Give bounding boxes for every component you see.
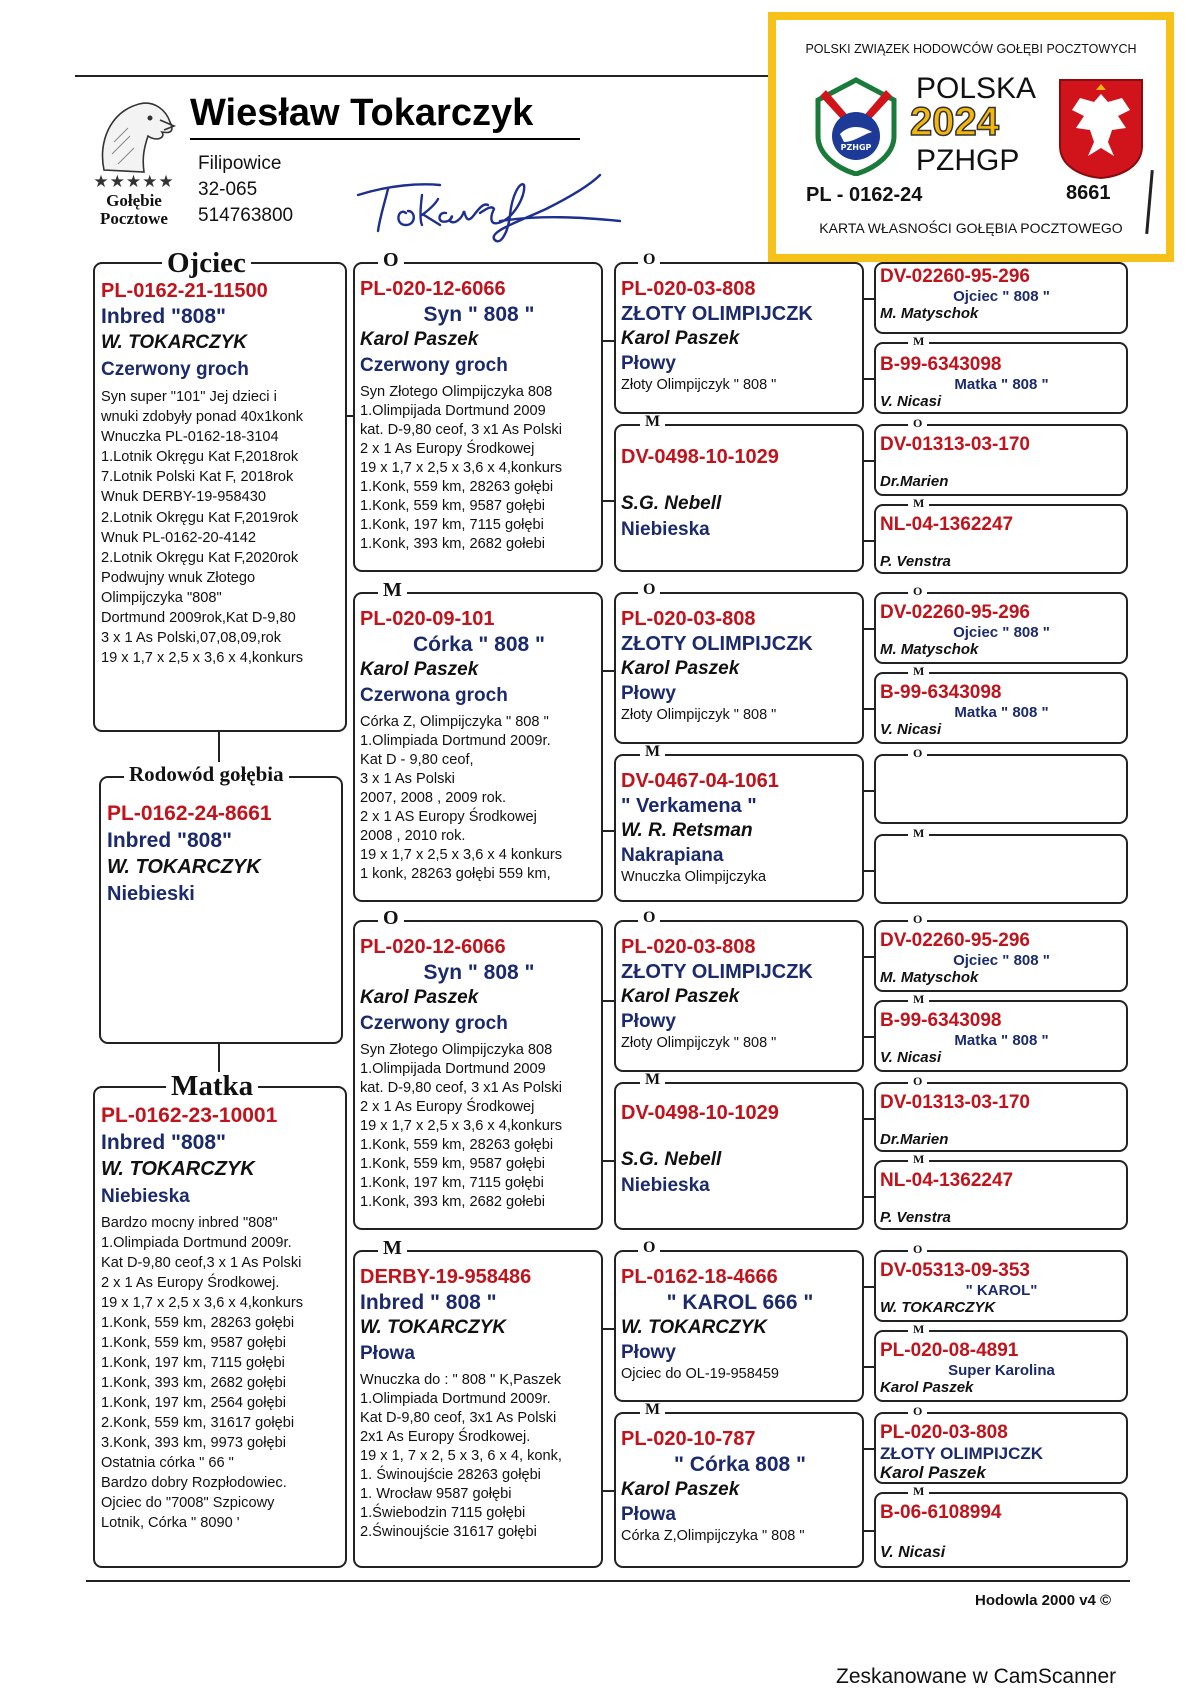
grandparent-owner: Karol Paszek [360, 987, 479, 1009]
grandparent-name: Inbred " 808 " [360, 1291, 497, 1314]
great-grandparent-card [614, 920, 864, 1072]
mother-notes: Bardzo mocny inbred "808" 1.Olimpiada Dortmund 2009r. Kat D-9,80 ceof,3 x 1 As Polski 2 x 1 As Europy Środkowej. 19 x 1,7 x 2,5 x 3,6 x 4,konkurs 1.Konk, 559 km, 28263 gołębi 1.Konk, 559 km, 9587 gołębi 1.Konk, 197 km, 7115 gołębi 1.Konk, 393 km, 2682 gołębi 1.Konk, 197 km, 2564 gołębi 2.Konk, 559 km, 31617 gołębi 3.Konk, 393 km, 9973 gołębi Ostatnia córka " 66 " Bardzo dobry Rozpłodowiec. Ojciec do "7008" Szpicowy Lotnik, Córka " 8090 ' [101, 1215, 303, 1531]
subject-ring: PL-0162-24-8661 [107, 802, 272, 825]
grandparent-color: Płowa [360, 1342, 415, 1364]
grandparent-card [353, 592, 603, 902]
ggp-color: Płowy [621, 1010, 676, 1032]
ggp-name: " Córka 808 " [674, 1453, 806, 1476]
ggg-card [874, 1160, 1128, 1230]
sex-label-m: M [908, 827, 929, 839]
ggp-owner: S.G. Nebell [621, 1149, 722, 1170]
grandparent-card [353, 920, 603, 1230]
ggg-name: ZŁOTY OLIMPIJCZK [880, 1443, 1044, 1463]
father-ring: PL-0162-21-11500 [101, 280, 268, 302]
sex-label-o: O [908, 747, 927, 759]
sex-label-o: O [378, 908, 404, 928]
ggg-owner: Karol Paszek [880, 1463, 986, 1483]
ggp-ring: PL-0162-18-4666 [621, 1266, 778, 1288]
logo-text-1: Gołębie [106, 191, 162, 210]
logo-text-2: Pocztowe [100, 209, 168, 228]
subject-owner: W. TOKARCZYK [107, 856, 261, 879]
connector [603, 830, 614, 832]
ggg-name [880, 1192, 1123, 1209]
svg-text:PZHGP: PZHGP [840, 143, 872, 152]
grandparent-color: Czerwona groch [360, 684, 508, 706]
ggg-card [874, 1492, 1128, 1568]
father-name: Inbred "808" [101, 305, 226, 328]
ggg-name: Ojciec " 808 " [953, 623, 1050, 641]
ggg-ring: B-99-6343098 [880, 354, 1002, 375]
sex-label-m: M [908, 665, 929, 677]
great-grandparent-card [614, 1412, 864, 1568]
sex-label-o: O [378, 250, 404, 270]
ggg-owner: M. Matyschok [880, 641, 979, 659]
ggp-ring: PL-020-03-808 [621, 608, 756, 630]
ggg-card [874, 920, 1128, 992]
breeder-postcode: 32-065 [198, 179, 258, 200]
great-grandparent-card [614, 1250, 864, 1402]
grandparent-owner: Karol Paszek [360, 329, 479, 351]
connector [603, 1328, 614, 1330]
mother-name: Inbred "808" [101, 1131, 226, 1155]
ggg-owner: V. Nicasi [880, 393, 942, 411]
ggg-owner: V. Nicasi [880, 1049, 942, 1067]
logo-stars: ★★★★★ [93, 172, 175, 191]
ggg-card [874, 424, 1128, 496]
grandparent-notes: Syn Złotego Olimpijczyka 808 1.Olimpijada Dortmund 2009 kat. D-9,80 ceof, 3 x1 As Polski 2 x 1 As Europy Środkowej 19 x 1,7 x 2,5 x 3,6 x 4,konkurs 1.Konk, 559 km, 28263 gołębi 1.Konk, 559 km, 9587 gołębi 1.Konk, 197 km, 7115 gołębi 1.Konk, 393 km, 2682 gołebi [360, 1041, 562, 1210]
sex-label-o: O [908, 913, 927, 925]
connector [864, 1366, 874, 1368]
top-rule [75, 75, 768, 77]
software-credit: Hodowla 2000 v4 © [975, 1592, 1112, 1609]
ggp-color: Płowa [621, 1503, 676, 1525]
connector [864, 790, 874, 792]
connector [603, 1490, 614, 1492]
eagle-head-icon [84, 92, 184, 182]
grandparent-notes: Syn Złotego Olimpijczyka 808 1.Olimpijada Dortmund 2009 kat. D-9,80 ceof, 3 x1 As Polski 2 x 1 As Europy Środkowej 19 x 1,7 x 2,5 x 3,6 x 4,konkurs 1.Konk, 559 km, 28263 gołębi 1.Konk, 559 km, 9587 gołębi 1.Konk, 197 km, 7115 gołębi 1.Konk, 393 km, 2682 gołebi [360, 383, 562, 552]
sex-label-m: M [908, 1153, 929, 1165]
sex-label-o: O [638, 910, 660, 926]
sex-label-m: M [640, 1402, 665, 1418]
ggp-color: Płowy [621, 1341, 676, 1363]
ggg-name: Matka " 808 " [954, 375, 1049, 393]
connector [603, 500, 614, 502]
mother-ring: PL-0162-23-10001 [101, 1104, 278, 1127]
ggg-name: " KAROL" [965, 1281, 1038, 1299]
grandparent-owner: Karol Paszek [360, 659, 479, 681]
sex-label-o: O [638, 582, 660, 598]
connector [864, 1448, 874, 1450]
ggp-owner: S.G. Nebell [621, 493, 722, 514]
ownership-card [768, 12, 1174, 262]
breeder-name: Wiesław Tokarczyk [190, 92, 534, 134]
org-name: POLSKI ZWIĄZEK HODOWCÓW GOŁĘBI POCZTOWYCH [805, 42, 1137, 56]
ggg-owner: W. TOKARCZYK [880, 1299, 996, 1317]
sex-label-m: M [908, 993, 929, 1005]
sex-label-m: M [908, 497, 929, 509]
grandparent-card [353, 262, 603, 572]
ggg-owner: V. Nicasi [880, 721, 942, 739]
card-country: POLSKA [916, 72, 1037, 105]
signature [350, 155, 630, 245]
grandparent-color: Czerwony groch [360, 1012, 508, 1034]
ggg-owner: M. Matyschok [880, 969, 979, 987]
ggg-card [874, 1250, 1128, 1322]
connector [347, 415, 353, 417]
ggg-card [874, 1000, 1128, 1072]
mother-color: Niebieska [101, 1186, 190, 1208]
ggp-name: ZŁOTY OLIMPIJCZK [621, 303, 813, 325]
father-label: Ojciec [162, 249, 251, 278]
ggg-owner: P. Venstra [880, 552, 951, 570]
great-grandparent-card [614, 754, 864, 902]
ggp-color: Niebieska [621, 1174, 710, 1196]
great-grandparent-card [614, 592, 864, 744]
connector [864, 1036, 874, 1038]
ggg-card [874, 834, 1128, 904]
connector [864, 870, 874, 872]
card-ring: PL - 0162-24 [806, 184, 923, 206]
sex-label-m: M [640, 414, 665, 430]
mother-owner: W. TOKARCZYK [101, 1158, 255, 1181]
grandparent-name: Syn " 808 " [423, 303, 535, 326]
ggg-owner: Dr.Marien [880, 1130, 949, 1148]
sex-label-m: M [378, 580, 407, 600]
grandparent-name: Córka " 808 " [413, 633, 545, 656]
sex-label-o: O [908, 1243, 927, 1255]
ggg-ring: DV-05313-09-353 [880, 1260, 1030, 1281]
card-title: KARTA WŁASNOŚCI GOŁĘBIA POCZTOWEGO [819, 220, 1123, 236]
breeder-phone: 514763800 [198, 205, 294, 226]
connector [864, 378, 874, 380]
ggg-ring: DV-01313-03-170 [880, 1092, 1030, 1113]
ggg-ring: NL-04-1362247 [880, 514, 1014, 535]
ggp-owner: W. R. Retsman [621, 820, 753, 841]
ggp-name: ZŁOTY OLIMPIJCZK [621, 961, 813, 983]
grandparent-notes: Wnuczka do : " 808 " K,Paszek 1.Olimpiada Dortmund 2009r. Kat D-9,80 ceof, 3x1 As Polski 2x1 As Europy Środkowej. 19 x 1, 7 x 2, 5 x 3, 6 x 4, konk, 1. Świnoujście 28263 gołębi 1. Wrocław 9587 gołębi 1.Świebodzin 7115 gołębi 2.Świnoujście 31617 gołębi [360, 1371, 562, 1540]
ggg-ring: DV-02260-95-296 [880, 930, 1030, 951]
ggg-name [880, 1524, 1123, 1544]
grandparent-notes: Córka Z, Olimpijczyka " 808 " 1.Olimpiada Dortmund 2009r. Kat D - 9,80 ceof, 3 x 1 As Polski 2007, 2008 , 2009 rok. 2 x 1 AS Europy Środkowej 2008 , 2010 rok. 19 x 1,7 x 2,5 x 3,6 x 4 konkurs 1 konk, 28263 gołębi 559 km, [360, 713, 562, 882]
ggp-owner: Karol Paszek [621, 1479, 740, 1501]
breeder-city: Filipowice [198, 153, 282, 174]
ownership-card-inner [776, 20, 1166, 254]
sex-label-o: O [908, 1405, 927, 1417]
father-owner: W. TOKARCZYK [101, 332, 248, 354]
ggg-owner: V. Nicasi [880, 1543, 946, 1561]
ggp-color: Niebieska [621, 518, 710, 540]
ggg-name: Ojciec " 808 " [953, 951, 1050, 969]
great-grandparent-card [614, 1082, 864, 1230]
ggp-name [621, 1127, 859, 1147]
ggg-name: Ojciec " 808 " [953, 287, 1050, 305]
ggp-notes: Złoty Olimpijczyk " 808 " [621, 1034, 777, 1051]
father-link-line [218, 732, 220, 762]
sex-label-o: O [908, 585, 927, 597]
connector [603, 1160, 614, 1162]
ggp-notes: Złoty Olimpijczyk " 808 " [621, 376, 777, 393]
ggg-ring: B-99-6343098 [880, 1010, 1002, 1031]
sex-label-m: M [378, 1238, 407, 1258]
ggp-owner: W. TOKARCZYK [621, 1317, 768, 1339]
ggg-ring: PL-020-08-4891 [880, 1340, 1019, 1361]
ggp-color: Nakrapiana [621, 844, 724, 866]
sex-label-m: M [908, 1323, 929, 1335]
ggp-ring: PL-020-03-808 [621, 278, 756, 300]
ggg-name: Super Karolina [948, 1361, 1055, 1379]
ggg-card [874, 262, 1128, 334]
ggp-color: Płowy [621, 682, 676, 704]
connector [603, 670, 614, 672]
connector [864, 460, 874, 462]
ggp-color: Płowy [621, 352, 676, 374]
sex-label-o: O [908, 417, 927, 429]
card-abbr: PZHGP [916, 144, 1020, 177]
ggg-owner: P. Venstra [880, 1208, 951, 1226]
ggp-ring: DV-0498-10-1029 [621, 1102, 779, 1124]
breeder-logo [84, 92, 184, 227]
mother-card [93, 1086, 347, 1568]
ggp-name: " KAROL 666 " [666, 1291, 814, 1314]
scanner-credit: Zeskanowane w CamScanner [836, 1665, 1117, 1688]
connector [864, 1118, 874, 1120]
ggp-ring: PL-020-10-787 [621, 1428, 756, 1450]
subject-card [99, 776, 343, 1044]
connector [864, 1196, 874, 1198]
ggp-notes: Złoty Olimpijczyk " 808 " [621, 706, 777, 723]
connector [864, 1530, 874, 1532]
ggp-notes: Wnuczka Olimpijczyka [621, 868, 767, 885]
bottom-rule [86, 1580, 1130, 1582]
father-notes: Syn super "101" Jej dzieci i wnuki zdobyły ponad 40x1konk Wnuczka PL-0162-18-3104 1.Lotnik Okręgu Kat F,2018rok 7.Lotnik Polski Kat F, 2018rok Wnuk DERBY-19-958430 2.Lotnik Okręgu Kat F,2019rok Wnuk PL-0162-20-4142 2.Lotnik Okręgu Kat F,2020rok Podwujny wnuk Złotego Olimpijczyka "808" Dortmund 2009rok,Kat D-9,80 3 x 1 As Polski,07,08,09,rok 19 x 1,7 x 2,5 x 3,6 x 4,konkurs [101, 388, 304, 667]
ggg-name [880, 1114, 1123, 1131]
ggg-owner: Dr.Marien [880, 472, 949, 490]
ggg-owner: M. Matyschok [880, 305, 979, 323]
grandparent-color: Czerwony groch [360, 354, 508, 376]
great-grandparent-card [614, 424, 864, 572]
ggp-owner: Karol Paszek [621, 328, 740, 349]
ggg-ring: B-99-6343098 [880, 682, 1002, 703]
card-number: 8661 [1066, 182, 1111, 204]
ggp-name: " Verkamena " [621, 795, 757, 817]
connector [864, 540, 874, 542]
father-card [93, 262, 347, 732]
ggg-card [874, 342, 1128, 414]
pzhgp-emblem-icon [806, 70, 906, 176]
ggp-name: ZŁOTY OLIMPIJCZK [621, 633, 813, 655]
ggg-card [874, 1082, 1128, 1152]
connector [864, 628, 874, 630]
grandparent-ring: PL-020-12-6066 [360, 278, 506, 300]
ggg-name [880, 456, 1123, 473]
grandparent-owner: W. TOKARCZYK [360, 1317, 507, 1339]
ggg-owner: Karol Paszek [880, 1379, 974, 1397]
grandparent-card [353, 1250, 603, 1568]
father-color: Czerwony groch [101, 358, 249, 380]
ggg-card [874, 1330, 1128, 1402]
grandparent-ring: PL-020-12-6066 [360, 936, 506, 958]
ggp-ring: PL-020-03-808 [621, 936, 756, 958]
pedigree-label: Rodowód gołębia [124, 764, 289, 785]
grandparent-name: Syn " 808 " [423, 961, 535, 984]
ggg-ring: DV-02260-95-296 [880, 602, 1030, 623]
sex-label-m: M [640, 744, 665, 760]
connector [864, 956, 874, 958]
grandparent-ring: PL-020-09-101 [360, 608, 495, 630]
ggp-owner: Karol Paszek [621, 986, 740, 1007]
ggg-ring: B-06-6108994 [880, 1502, 1002, 1523]
grandparent-ring: DERBY-19-958486 [360, 1266, 532, 1288]
white-eagle-emblem-icon [1056, 76, 1146, 180]
ggg-ring: NL-04-1362247 [880, 1170, 1014, 1191]
sex-label-o: O [908, 1075, 927, 1087]
subject-name: Inbred "808" [107, 829, 232, 853]
ggg-card [874, 504, 1128, 574]
great-grandparent-card [614, 262, 864, 414]
sex-label-m: M [640, 1072, 665, 1088]
sex-label-o: O [638, 1240, 660, 1256]
ggg-name: Matka " 808 " [954, 703, 1049, 721]
ggp-ring: DV-0467-04-1061 [621, 770, 779, 792]
ggg-card [874, 754, 1128, 824]
ggg-name: Matka " 808 " [954, 1031, 1049, 1049]
sex-label-m: M [908, 335, 929, 347]
ggp-name [621, 471, 859, 491]
breeder-name-underline [190, 138, 580, 140]
connector [864, 1286, 874, 1288]
ggg-card [874, 672, 1128, 744]
connector [603, 1000, 614, 1002]
ggp-notes: Ojciec do OL-19-958459 [621, 1365, 779, 1382]
sex-label-m: M [908, 1485, 929, 1497]
ggg-name [880, 536, 1123, 553]
ggg-ring: PL-020-03-808 [880, 1422, 1008, 1443]
ggg-ring: DV-01313-03-170 [880, 434, 1030, 455]
ggg-card [874, 1412, 1128, 1484]
connector [603, 340, 614, 342]
ggp-owner: Karol Paszek [621, 658, 740, 679]
ggg-card [874, 592, 1128, 664]
mother-label: Matka [166, 1072, 258, 1101]
sex-label-o: O [638, 252, 660, 268]
connector [864, 298, 874, 300]
connector [864, 708, 874, 710]
card-year: 2024 [910, 100, 999, 144]
ggp-ring: DV-0498-10-1029 [621, 446, 779, 468]
ggp-notes: Córka Z,Olimpijczyka " 808 " [621, 1527, 805, 1544]
subject-color: Niebieski [107, 883, 195, 906]
ggg-ring: DV-02260-95-296 [880, 266, 1030, 287]
